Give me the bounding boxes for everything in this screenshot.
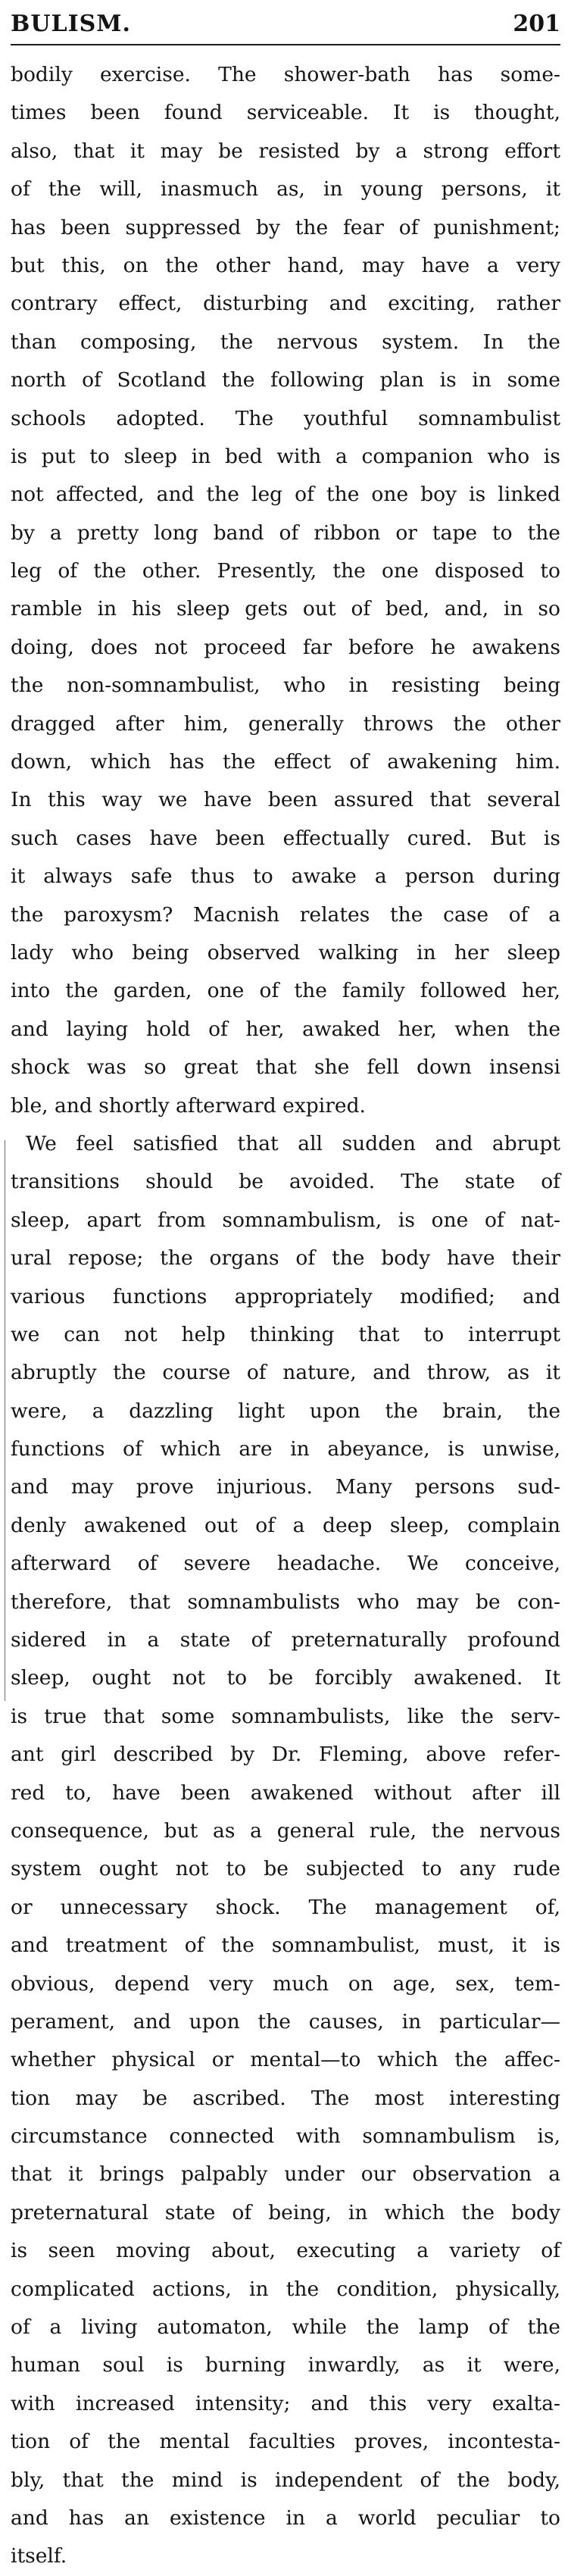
text-line: consequence, but as a general rule, the nervous <box>11 1818 560 1843</box>
text-line: down, which has the effect of awakening him. <box>11 750 560 774</box>
text-line: abruptly the course of nature, and throw, as it <box>11 1361 560 1385</box>
text-line: with increased intensity; and this very exalta- <box>11 2391 560 2415</box>
text-line: lady who being observed walking in her sleep <box>11 940 560 964</box>
text-line: of a living automaton, while the lamp of the <box>11 2315 560 2340</box>
text-line: times been found serviceable. It is thought, <box>11 101 560 125</box>
text-line: red to, have been awakened without after ill <box>11 1780 560 1805</box>
text-line: transitions should be avoided. The state of <box>11 1170 560 1194</box>
text-line: bly, that the mind is independent of the body, <box>11 2468 560 2492</box>
text-line: ural repose; the organs of the body have their <box>11 1246 560 1271</box>
text-line: functions of which are in abeyance, is unwise, <box>11 1437 560 1462</box>
text-line: it always safe thus to awake a person during <box>11 864 560 889</box>
text-line: is put to sleep in bed with a companion who is <box>11 444 560 468</box>
text-line: contrary effect, disturbing and exciting, rather <box>11 292 560 316</box>
text-line: north of Scotland the following plan is in some <box>11 368 560 392</box>
text-line: we can not help thinking that to interrupt <box>11 1322 560 1346</box>
text-line: obvious, depend very much on age, sex, tem- <box>11 1971 560 1996</box>
text-line: shock was so great that she fell down insensi <box>11 1055 560 1080</box>
text-line: or unnecessary shock. The management of, <box>11 1895 560 1919</box>
text-line: leg of the other. Presently, the one disposed to <box>11 559 560 583</box>
text-line: than composing, the nervous system. In the <box>11 330 560 354</box>
page-number: 201 <box>513 11 560 37</box>
text-line: of the will, inasmuch as, in young persons, it <box>11 177 560 202</box>
text-line: circumstance connected with somnambulism is, <box>11 2124 560 2149</box>
text-line: tion of the mental faculties proves, incontesta- <box>11 2430 560 2454</box>
text-line: has been suppressed by the fear of punishment; <box>11 215 560 239</box>
text-line: preternatural state of being, in which the body <box>11 2200 560 2224</box>
text-line: and laying hold of her, awaked her, when the <box>11 1017 560 1041</box>
text-line: doing, does not proceed far before he awakens <box>11 635 560 659</box>
text-line: denly awakened out of a deep sleep, complain <box>11 1513 560 1537</box>
text-line: tion may be ascribed. The most interesting <box>11 2086 560 2110</box>
text-line: perament, and upon the causes, in particular— <box>11 2009 560 2034</box>
text-line: the paroxysm? Macnish relates the case of a <box>11 902 560 927</box>
text-line: sleep, apart from somnambulism, is one of nat- <box>11 1208 560 1232</box>
text-line: sidered in a state of preternaturally profound <box>11 1628 560 1652</box>
text-line: into the garden, one of the family followed her, <box>11 979 560 1003</box>
text-line: dragged after him, generally throws the other <box>11 711 560 736</box>
text-line: that it brings palpably under our observation a <box>11 2162 560 2187</box>
text-line: In this way we have been assured that several <box>11 788 560 812</box>
paragraph <box>11 56 560 1125</box>
text-line: system ought not to be subjected to any rude <box>11 1857 560 1881</box>
text-line: human soul is burning inwardly, as it were, <box>11 2353 560 2377</box>
header-rule <box>11 44 560 45</box>
text-line: but this, on the other hand, may have a very <box>11 253 560 277</box>
body-text <box>11 56 560 2576</box>
text-line: ble, and shortly afterward expired. <box>11 1093 366 1118</box>
text-line: itself. <box>11 2544 67 2568</box>
text-line: sleep, ought not to be forcibly awakened. It <box>11 1666 560 1690</box>
text-line: ant girl described by Dr. Fleming, above refer- <box>11 1743 560 1767</box>
text-line: complicated actions, in the condition, physically, <box>11 2277 560 2301</box>
text-line: is seen moving about, executing a variety of <box>11 2239 560 2263</box>
text-line: and may prove injurious. Many persons sud- <box>11 1475 560 1499</box>
text-line: and treatment of the somnambulist, must, it is <box>11 1934 560 1958</box>
text-line: and has an existence in a world peculiar to <box>11 2506 560 2530</box>
text-line: the non-somnambulist, who in resisting being <box>11 674 560 698</box>
text-line: We feel satisfied that all sudden and abrupt <box>26 1131 560 1155</box>
text-line: various functions appropriately modified; and <box>11 1284 560 1308</box>
paragraph <box>11 1125 560 2576</box>
text-line: not affected, and the leg of the one boy is linked <box>11 483 560 507</box>
text-line: by a pretty long band of ribbon or tape to the <box>11 521 560 545</box>
running-head <box>11 11 560 44</box>
text-line: ramble in his sleep gets out of bed, and, in so <box>11 597 560 621</box>
text-line: whether physical or mental—to which the affec- <box>11 2048 560 2072</box>
text-line: afterward of severe headache. We conceive, <box>11 1552 560 1576</box>
text-line: is true that some somnambulists, like the serv- <box>11 1704 560 1728</box>
text-line: also, that it may be resisted by a strong effort <box>11 139 560 163</box>
text-line: therefore, that somnambulists who may be con- <box>11 1590 560 1614</box>
text-line: were, a dazzling light upon the brain, the <box>11 1399 560 1423</box>
text-line: bodily exercise. The shower-bath has some- <box>11 63 560 86</box>
text-line: such cases have been effectually cured. But is <box>11 826 560 850</box>
running-title: BULISM. <box>11 11 131 37</box>
text-line: schools adopted. The youthful somnambulist <box>11 406 560 430</box>
